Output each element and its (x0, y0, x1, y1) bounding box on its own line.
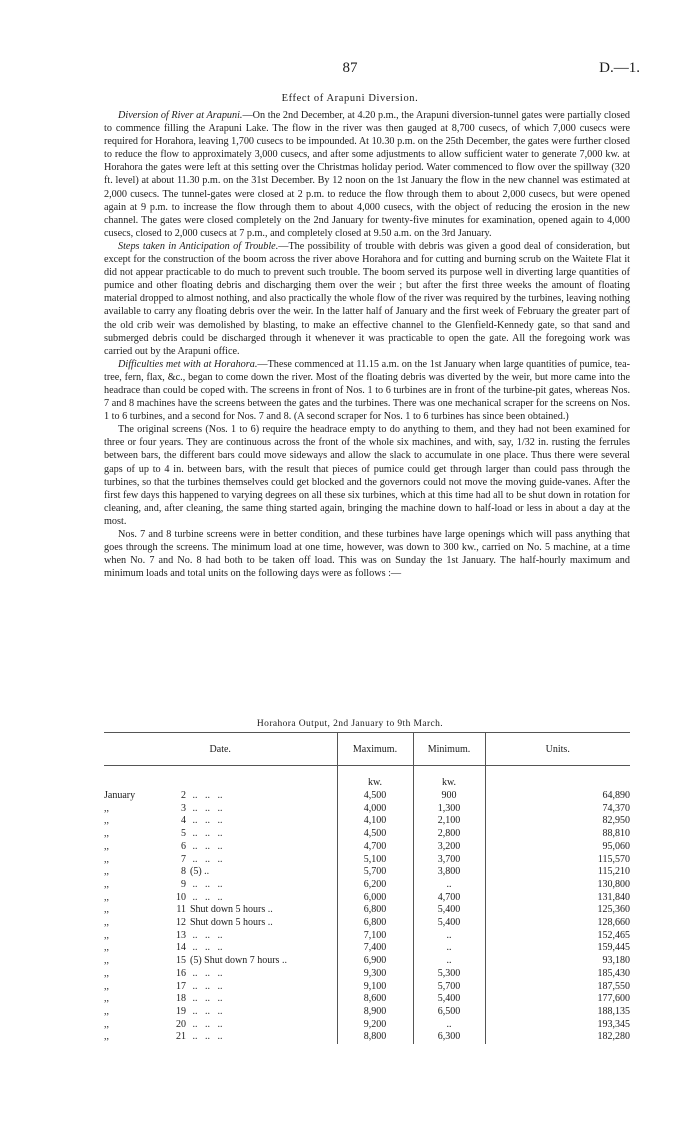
day-label: 6 (181, 840, 186, 852)
paragraph (104, 528, 630, 580)
units-cell: 125,360 (485, 904, 630, 917)
minimum-cell: .. (413, 942, 485, 955)
date-cell (104, 790, 337, 803)
date-cell (104, 930, 337, 943)
date-cell (104, 917, 337, 930)
date-cell (104, 841, 337, 854)
header-date: Date. (104, 733, 337, 766)
day-label: 12 (176, 917, 186, 929)
month-label: January (104, 790, 136, 801)
maximum-cell: 8,600 (337, 993, 413, 1006)
units-cell: 177,600 (485, 993, 630, 1006)
maximum-cell: 7,100 (337, 930, 413, 943)
maximum-cell: 6,000 (337, 892, 413, 905)
document-reference: D.—1. (599, 60, 640, 76)
date-cell (104, 815, 337, 828)
maximum-cell: 4,500 (337, 828, 413, 841)
minimum-cell: 3,800 (413, 866, 485, 879)
day-label: 13 (176, 929, 186, 941)
minimum-cell: 3,200 (413, 841, 485, 854)
leader-dots: .. .. .. (190, 980, 223, 992)
units-cell: 74,370 (485, 803, 630, 816)
table-row (104, 854, 630, 867)
day-label: 18 (176, 993, 186, 1005)
units-cell: 93,180 (485, 955, 630, 968)
table-row (104, 1019, 630, 1032)
month-label: ,, (104, 955, 109, 967)
maximum-cell: 7,400 (337, 942, 413, 955)
day-label: 4 (181, 815, 186, 827)
units-cell: 188,135 (485, 1006, 630, 1019)
leader-dots: .. .. .. (190, 790, 223, 801)
body-text (104, 109, 630, 580)
section-title: Effect of Arapuni Diversion. (281, 93, 419, 104)
units-cell: 159,445 (485, 942, 630, 955)
units-cell: 128,660 (485, 917, 630, 930)
maximum-cell: 9,200 (337, 1019, 413, 1032)
minimum-cell: .. (413, 930, 485, 943)
unit-row (104, 776, 630, 790)
day-label: 7 (181, 853, 186, 865)
month-label: ,, (104, 828, 109, 840)
units-cell: 95,060 (485, 841, 630, 854)
header-maximum: Maximum. (337, 733, 413, 766)
units-cell: 193,345 (485, 1019, 630, 1032)
units-cell: 130,800 (485, 879, 630, 892)
paragraph-text: Nos. 7 and 8 turbine screens were in better condition, and these turbines have large openings which will pass anything that goes through the screens. The minimum load at one time, however, was down to 300 kw., carried on No. 5 machine, at a time when No. 7 and No. 8 had both to be taken off load. This was on Sunday the 1st January. The half-hourly maximum and minimum loads and total units on the following days were as follows :— (104, 529, 630, 580)
day-label: 15 (176, 955, 186, 967)
paragraph-lead: Difficulties met with at Horahora. (118, 358, 258, 370)
minimum-cell: 900 (413, 790, 485, 803)
table-row (104, 904, 630, 917)
paragraph-lead: Diversion of River at Arapuni. (118, 110, 243, 121)
day-note: Shut down 5 hours (190, 917, 266, 929)
paragraph-text: The original screens (Nos. 1 to 6) require the headrace empty to do anything to them, and they had not been examined for three or four years. They are continuous across the front of the whole six machines, and with, say, 1/32 in. rusting the ferrules between bars, the different bars could move sideways and allow the slack to accumulate in one place. Thus there were several gaps of up to 4 in. between bars, with the result that pieces of pumice could get through larger than could pass through the turbines, so that the turbines themselves could get blocked and the governors could not move the moving guide-vanes. After the first few days this happened to varying degrees on all these six turbines, which at this time had all to be shut down in rotation for cleaning, and, after cleaning, the same thing started again, bringing the machine down to half-load or less in about a day at the most. (104, 424, 630, 527)
day-label: 19 (176, 1005, 186, 1017)
units-cell: 152,465 (485, 930, 630, 943)
day-note: Shut down 5 hours (190, 904, 266, 916)
leader-dots: .. .. .. (190, 1005, 223, 1017)
date-cell (104, 904, 337, 917)
leader-dots: .. .. .. (190, 967, 223, 979)
leader-dots: .. (265, 904, 273, 916)
minimum-cell: 5,700 (413, 981, 485, 994)
leader-dots: .. .. .. (190, 1031, 223, 1043)
minimum-cell: .. (413, 879, 485, 892)
day-label: 14 (176, 942, 186, 954)
leader-dots: .. .. .. (190, 878, 223, 890)
units-cell: 82,950 (485, 815, 630, 828)
leader-dots: .. .. .. (190, 942, 223, 954)
date-cell (104, 1031, 337, 1044)
maximum-cell: 4,000 (337, 803, 413, 816)
paragraph (104, 423, 630, 528)
maximum-cell: 9,300 (337, 968, 413, 981)
paragraph (104, 240, 630, 358)
minimum-cell: 2,100 (413, 815, 485, 828)
month-label: ,, (104, 866, 109, 878)
table-row (104, 866, 630, 879)
paragraph (104, 358, 630, 423)
output-table (104, 732, 630, 1044)
minimum-cell: 4,700 (413, 892, 485, 905)
maximum-cell: 6,900 (337, 955, 413, 968)
paragraph-text: —These commenced at 11.15 a.m. on the 1st January when large quantities of pumice, tea-tree, fern, flax, &c., began to come down the river. Most of the floating debris was diverted by the weir, but more came into the headrace than could be coped with. The screens in front of Nos. 1 to 6 turbines are in front of the turbine-pit gates, whereas Nos. 7 and 8 machines have the screens between the gates and the turbines. There was one mechanical scraper for the screens on Nos. 1 to 6 turbines, and a second for Nos. 7 and 8. (A second scraper for Nos. 1 to 6 turbines has since been obtained.) (104, 358, 630, 423)
table-row (104, 828, 630, 841)
table-row (104, 803, 630, 816)
table-body (104, 766, 630, 1045)
paragraph-lead: Steps taken in Anticipation of Trouble. (118, 240, 279, 252)
table-row (104, 1006, 630, 1019)
table-row (104, 815, 630, 828)
leader-dots: .. .. .. (190, 828, 223, 840)
unit-label-min: kw. (413, 776, 485, 790)
table-row (104, 930, 630, 943)
minimum-cell: 5,400 (413, 904, 485, 917)
table-row (104, 968, 630, 981)
maximum-cell: 4,700 (337, 841, 413, 854)
table-row (104, 993, 630, 1006)
month-label: ,, (104, 967, 109, 979)
table-header-row (104, 733, 630, 766)
maximum-cell: 5,700 (337, 866, 413, 879)
leader-dots: .. .. .. (190, 840, 223, 852)
units-cell: 187,550 (485, 981, 630, 994)
minimum-cell: 2,800 (413, 828, 485, 841)
month-label: ,, (104, 917, 109, 929)
month-label: ,, (104, 1018, 109, 1030)
table-title: Horahora Output, 2nd January to 9th March. (256, 719, 444, 729)
units-cell: 115,210 (485, 866, 630, 879)
month-label: ,, (104, 815, 109, 827)
paragraph (104, 109, 630, 240)
date-cell (104, 879, 337, 892)
page-number: 87 (342, 60, 358, 76)
units-cell: 131,840 (485, 892, 630, 905)
maximum-cell: 4,100 (337, 815, 413, 828)
maximum-cell: 8,900 (337, 1006, 413, 1019)
day-label: 20 (176, 1018, 186, 1030)
leader-dots: .. .. .. (190, 891, 223, 903)
maximum-cell: 4,500 (337, 790, 413, 803)
minimum-cell: 5,300 (413, 968, 485, 981)
date-cell (104, 866, 337, 879)
maximum-cell: 6,800 (337, 904, 413, 917)
day-label: 21 (176, 1031, 186, 1043)
table-row (104, 892, 630, 905)
table-row (104, 790, 630, 803)
header-minimum: Minimum. (413, 733, 485, 766)
month-label: ,, (104, 993, 109, 1005)
day-label: 10 (176, 891, 186, 903)
day-label: 2 (181, 790, 186, 801)
paragraph-text: —The possibility of trouble with debris was given a good deal of consideration, but except for the construction of the boom across the river above Horahora and for cutting and burning scrub on the Waitete Flat it did not appear practicable to do much to prevent such trouble. The boom served its purpose well in diverting large quantities of pumice and other floating debris and discharging them over the weir ; but after the first three weeks the amount of floating material dropped to almost nothing, and also practically the whole flow of the river was required by the turbines, leaving nothing available to carry any floating debris over the weir. In the latter half of January and the first week of February the greater part of the old crib weir was demolished by blasting, to make an effective channel to the Glenfield-Kennedy gate, so that sand and submerged debris could be discharged through it whenever it was practicable to open the gate. All the foregoing work was carried out by the Arapuni office. (104, 240, 630, 357)
day-label: 11 (176, 904, 186, 916)
units-cell: 185,430 (485, 968, 630, 981)
minimum-cell: .. (413, 1019, 485, 1032)
minimum-cell: 5,400 (413, 917, 485, 930)
date-cell (104, 1006, 337, 1019)
minimum-cell: 3,700 (413, 854, 485, 867)
day-label: 9 (181, 878, 186, 890)
unit-label-max: kw. (337, 776, 413, 790)
page-header (0, 60, 700, 80)
date-cell (104, 803, 337, 816)
leader-dots: .. .. .. (190, 853, 223, 865)
day-note: (5) (190, 866, 202, 878)
month-label: ,, (104, 929, 109, 941)
leader-dots: .. .. .. (190, 929, 223, 941)
date-cell (104, 828, 337, 841)
date-cell (104, 892, 337, 905)
month-label: ,, (104, 1031, 109, 1043)
table-row (104, 955, 630, 968)
minimum-cell: .. (413, 955, 485, 968)
maximum-cell: 5,100 (337, 854, 413, 867)
table-row (104, 879, 630, 892)
month-label: ,, (104, 840, 109, 852)
month-label: ,, (104, 980, 109, 992)
leader-dots: .. .. .. (190, 1018, 223, 1030)
table-row (104, 981, 630, 994)
leader-dots: .. .. .. (190, 993, 223, 1005)
header-units: Units. (485, 733, 630, 766)
units-cell: 115,570 (485, 854, 630, 867)
month-label: ,, (104, 891, 109, 903)
month-label: ,, (104, 942, 109, 954)
paragraph-text: —On the 2nd December, at 4.20 p.m., the Arapuni diversion-tunnel gates were partially closed to commence filling the Arapuni Lake. The flow in the river was then gauged at 8,700 cusecs, of which 7,000 cusecs were required for Horahora, leaving 1,700 cusecs to be impounded. At 10.30 p.m. on the 25th December, the gates were further closed to reduce the flow to approximately 3,000 cusecs, and after some adjustments to allow sufficient water to generate 7,000 kw. at Horahora the gates were left at this setting over the Christmas holiday period. Water commenced to flow over the spillway (320 ft. level) at about 11.30 p.m. on the 31st December. By 12 noon on the 1st January the flow in the new channel was estimated at 2,000 cusecs. The tunnel-gates were closed at 2 p.m. to reduce the flow through them to about 2,000 cusecs, but were opened again at 9 p.m. to increase the flow through them to about 4,000 cusecs, with the object of reducing the erosion in the new channel. The gates were closed completely on the 2nd January for twenty-five minutes for examination, opened again to 4,000 cusecs, closed to 2,000 cusecs at 7 p.m., and completely closed at 9.50 a.m. on the 3rd January. (104, 110, 630, 239)
table-row (104, 917, 630, 930)
leader-dots: .. .. .. (190, 802, 223, 814)
maximum-cell: 6,200 (337, 879, 413, 892)
minimum-cell: 5,400 (413, 993, 485, 1006)
day-label: 16 (176, 967, 186, 979)
date-cell (104, 981, 337, 994)
minimum-cell: 6,500 (413, 1006, 485, 1019)
day-label: 17 (176, 980, 186, 992)
minimum-cell: 6,300 (413, 1031, 485, 1044)
units-cell: 182,280 (485, 1031, 630, 1044)
maximum-cell: 8,800 (337, 1031, 413, 1044)
day-label: 5 (181, 828, 186, 840)
day-note: (5) Shut down 7 hours (190, 955, 280, 967)
month-label: ,, (104, 853, 109, 865)
day-label: 8 (181, 866, 186, 878)
table-row (104, 942, 630, 955)
date-cell (104, 955, 337, 968)
leader-dots: .. (279, 955, 287, 967)
minimum-cell: 1,300 (413, 803, 485, 816)
month-label: ,, (104, 904, 109, 916)
leader-dots: .. .. .. (190, 815, 223, 827)
maximum-cell: 9,100 (337, 981, 413, 994)
leader-dots: .. (201, 866, 210, 878)
date-cell (104, 968, 337, 981)
date-cell (104, 942, 337, 955)
date-cell (104, 1019, 337, 1032)
date-cell (104, 854, 337, 867)
units-cell: 88,810 (485, 828, 630, 841)
table-row (104, 1031, 630, 1044)
month-label: ,, (104, 878, 109, 890)
units-cell: 64,890 (485, 790, 630, 803)
table-row (104, 841, 630, 854)
month-label: ,, (104, 802, 109, 814)
maximum-cell: 6,800 (337, 917, 413, 930)
leader-dots: .. (265, 917, 273, 929)
month-label: ,, (104, 1005, 109, 1017)
day-label: 3 (181, 802, 186, 814)
date-cell (104, 993, 337, 1006)
